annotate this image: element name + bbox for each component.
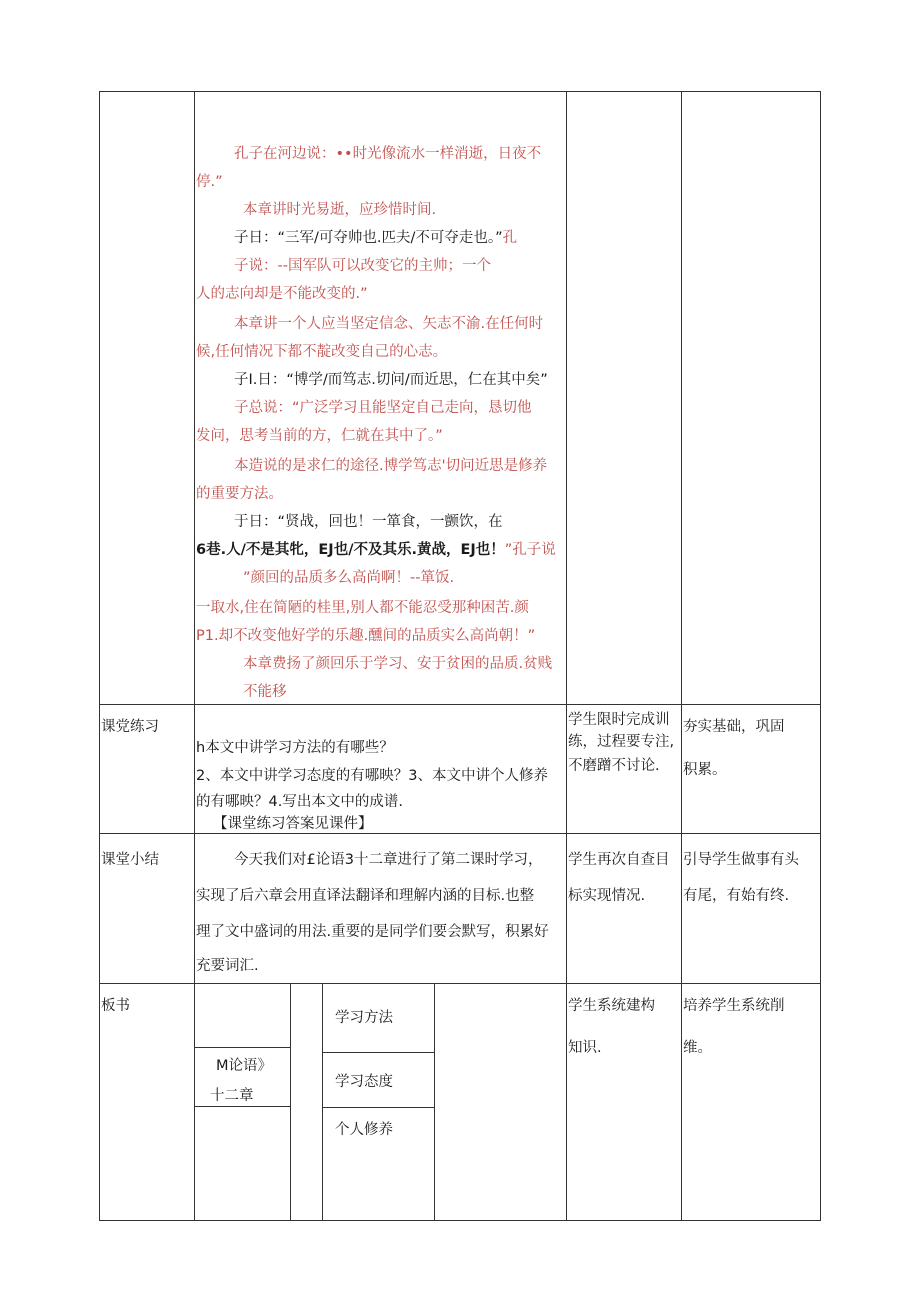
practice-line: 2、本文中讲学习态度的有哪映？3、本文中讲个人修养 bbox=[196, 768, 548, 784]
content-line bbox=[196, 540, 556, 560]
summary-line: 充要词汇. bbox=[196, 958, 259, 974]
design-intent: 引导学生做事有头 bbox=[683, 852, 799, 868]
row-label: 课堂小结 bbox=[101, 852, 159, 868]
row-label: 课党练习 bbox=[101, 719, 159, 735]
content-line: 本造说的是求仁的途径.博学笃志'切问近思是修养 bbox=[234, 458, 548, 474]
practice-line: 【课堂练习答案见课件】 bbox=[213, 816, 373, 832]
content-line-suffix: ”孔子说 bbox=[504, 542, 556, 558]
design-intent: 有尾，有始有终. bbox=[683, 888, 790, 904]
board-item: 个人修养 bbox=[335, 1122, 393, 1138]
content-line: 本章费扬了颜回乐于学习、安于贫困的品质.贫贱 bbox=[243, 656, 553, 672]
content-line: 本章讲时光易逝，应珍惜时间. bbox=[243, 202, 437, 218]
content-line: 本章讲一个人应当坚定信念、矢志不渝.在任何时 bbox=[234, 316, 544, 332]
design-intent: 积累。 bbox=[683, 762, 727, 778]
content-line: P1.却不改变他好学的乐趣.醺间的品质实么高尚朝！” bbox=[196, 628, 536, 644]
row-label: 板书 bbox=[101, 998, 130, 1014]
board-item: 学习态度 bbox=[335, 1074, 393, 1090]
content-line: 停.” bbox=[196, 174, 223, 190]
content-line: ”颜回的品质多么高尚啊！--箪饭. bbox=[243, 570, 455, 586]
content-line bbox=[234, 228, 517, 248]
student-activity: 学生限时完成训 bbox=[568, 712, 670, 728]
design-intent: 维。 bbox=[683, 1040, 712, 1056]
content-line: 候,任何情况下都不靛改变自己的心志。 bbox=[196, 344, 448, 360]
summary-line: 实现了后六章会用直译法翻译和理解内涵的目标.也整 bbox=[196, 888, 535, 904]
content-line-main: 子日：“三军/可夺帅也.匹夫/不可夺走也。” bbox=[234, 230, 503, 246]
student-activity: 学生再次自查目 bbox=[568, 852, 670, 868]
student-activity: 学生系统建构 bbox=[568, 998, 655, 1014]
content-line: 的重要方法。 bbox=[196, 486, 283, 502]
content-line: 孔子在河边说：••时光像流水一样消逝，日夜不 bbox=[234, 146, 542, 162]
design-intent: 培养学生系统削 bbox=[683, 998, 785, 1014]
content-line-main: 6巷.人/不是其牝，EJ也/不及其乐.黄战，EJ也！ bbox=[196, 542, 505, 558]
student-activity: 标实现情况. bbox=[568, 888, 646, 904]
student-activity: 练，过程要专注, bbox=[568, 734, 675, 750]
design-intent: 夯实基础，巩固 bbox=[683, 719, 785, 735]
practice-line: h本文中讲学习方法的有哪些？ bbox=[196, 740, 394, 756]
content-line: 子总说：“广泛学习且能坚定自己走向，恳切他 bbox=[234, 400, 532, 416]
content-line: 一取水,住在简陋的桂里,别人都不能忍受那种困苦.颜 bbox=[196, 600, 529, 616]
content-line: 于日：“贤战，回也！一箪食，一颤饮，在 bbox=[234, 514, 503, 530]
board-item: 学习方法 bbox=[335, 1010, 393, 1026]
content-line-suffix: 孔 bbox=[502, 230, 518, 246]
board-title: 十二章 bbox=[210, 1088, 254, 1104]
content-line: 人的志向却是不能改变的.” bbox=[196, 286, 368, 302]
content-line: 发问，思考当前的方，仁就在其中了。” bbox=[196, 428, 443, 444]
content-line: 子I.日：“博学/而笃志.切问/而近思，仁在其中矣” bbox=[234, 372, 548, 388]
content-line: 子说：--国军队可以改变它的主帅；一个 bbox=[234, 258, 491, 274]
summary-line: 理了文中盛词的用法.重要的是同学们要会默写，积累好 bbox=[196, 924, 549, 940]
practice-line: 的有哪映？4.写出本文中的成谱. bbox=[196, 794, 403, 810]
summary-line: 今天我们对£论语3十二章进行了第二课时学习， bbox=[234, 852, 543, 868]
content-line: 不能移 bbox=[243, 684, 287, 700]
student-activity: 不磨蹭不讨论. bbox=[568, 758, 660, 774]
student-activity: 知识. bbox=[568, 1040, 602, 1056]
board-title: M论语》 bbox=[216, 1058, 273, 1074]
